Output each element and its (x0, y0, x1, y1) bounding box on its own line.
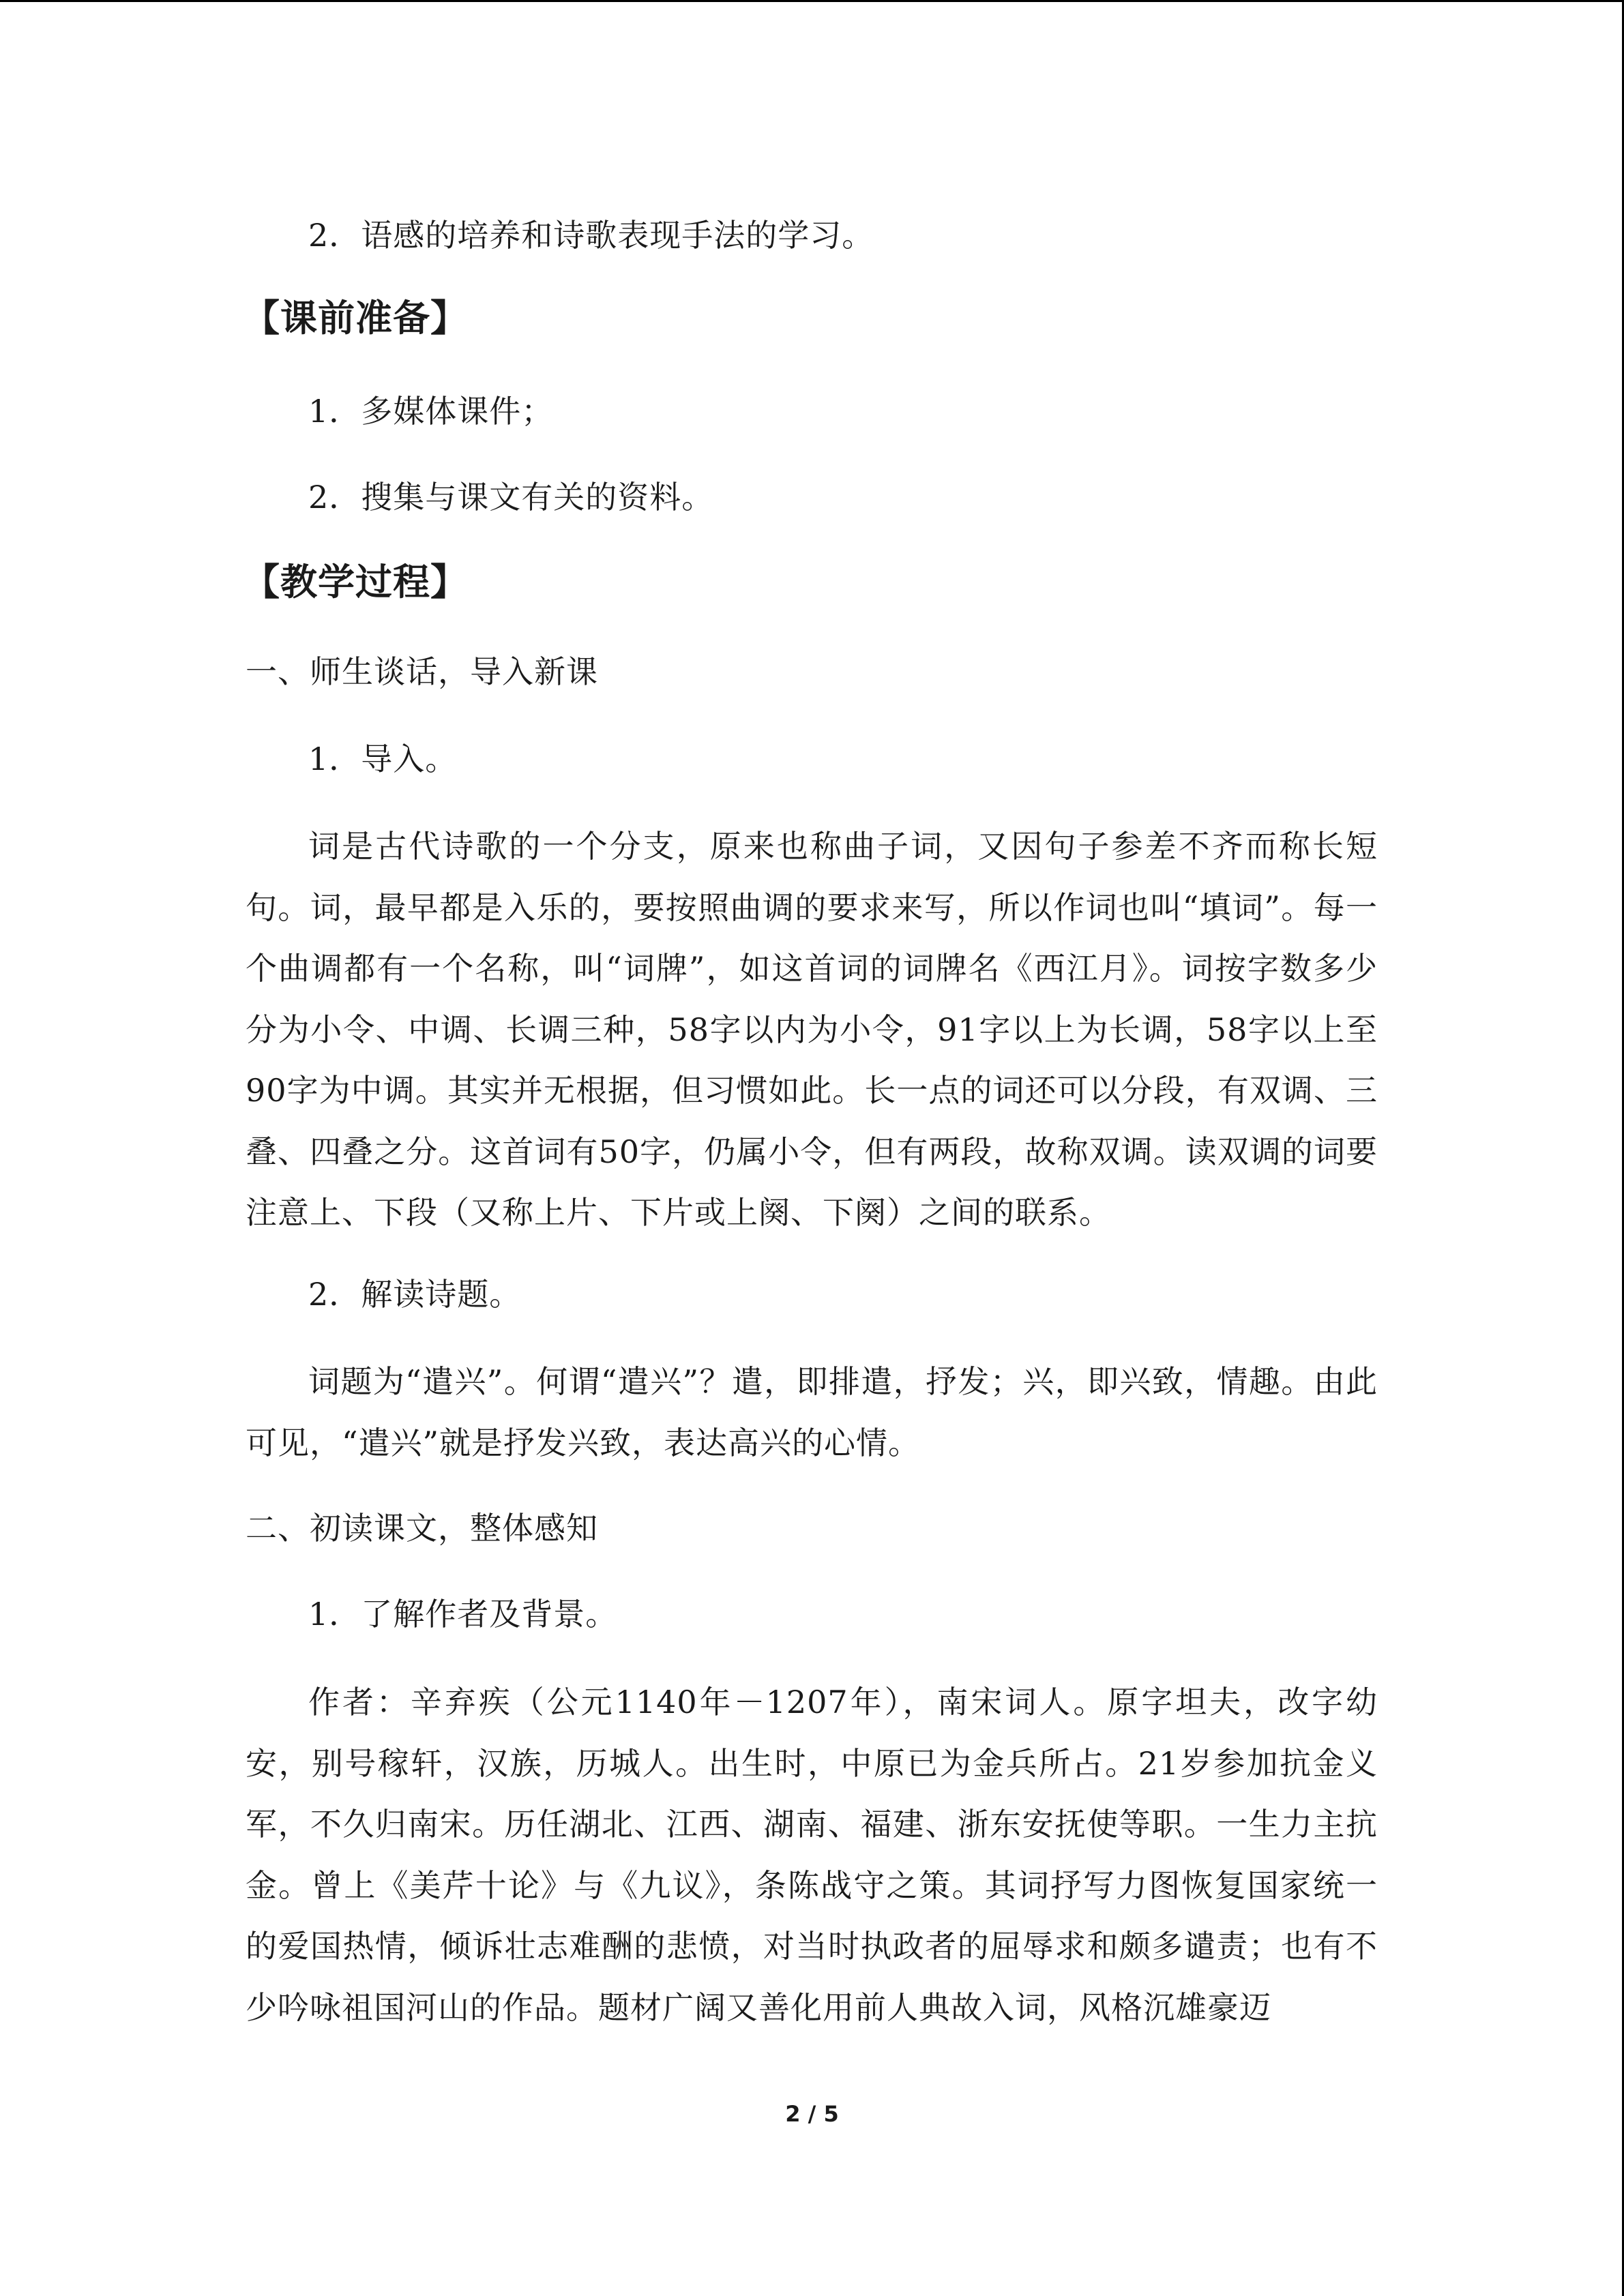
process-heading: 【教学过程】 (243, 561, 468, 603)
section-2-title: 二、初读课文，整体感知 (246, 1510, 598, 1547)
section-1-paragraph-2: 词题为“遣兴”。何谓“遣兴”？遣，即排遣，抒发；兴，即兴致，情趣。由此可见，“遣兴”就是抒发兴致，表达高兴的心情。 (246, 1363, 1378, 1461)
prep-item-1: 1．多媒体课件； (308, 393, 554, 430)
section-2-paragraph-1: 作者：辛弃疾（公元1140年－1207年），南宋词人。原字坦夫，改字幼安，别号稼轩，汉族，历城人。出生时，中原已为金兵所占。21岁参加抗金义军，不久归南宋。历任湖北、江西、湖南、福建、浙东安抚使等职。一生力主抗金。曾上《美芹十论》与《九议》，条陈战守之策。其词抒写力图恢复国家统一的爱国热情，倾诉壮志难酬的悲愤，对当时执政者的屈辱求和颇多谴责；也有不少吟咏祖国河山的作品。题材广阔又善化用前人典故入词，风格沉雄豪迈 (246, 1684, 1378, 2026)
prep-heading: 【课前准备】 (243, 297, 468, 340)
section-1-paragraph-1: 词是古代诗歌的一个分支，原来也称曲子词，又因句子参差不齐而称长短句。词，最早都是入乐的，要按照曲调的要求来写，所以作词也叫“填词”。每一个曲调都有一个名称，叫“词牌”，如这首词的词牌名《西江月》。词按字数多少分为小令、中调、长调三种，58字以内为小令，91字以上为长调，58字以上至90字为中调。其实并无根据，但习惯如此。长一点的词还可以分段，有双调、三叠、四叠之分。这首词有50字，仍属小令，但有两段，故称双调。读双调的词要注意上、下段（又称上片、下片或上阕、下阕）之间的联系。 (246, 828, 1378, 1231)
section-1-title: 一、师生谈话，导入新课 (246, 653, 598, 690)
section-1-item-1: 1．导入。 (308, 741, 458, 777)
section-1-item-2: 2．解读诗题。 (308, 1276, 522, 1313)
section-2-item-1: 1．了解作者及背景。 (308, 1596, 618, 1632)
prep-item-2: 2．搜集与课文有关的资料。 (308, 479, 714, 516)
page-number: 2 / 5 (785, 2101, 839, 2127)
objective-item-2: 2．语感的培养和诗歌表现手法的学习。 (308, 217, 874, 254)
